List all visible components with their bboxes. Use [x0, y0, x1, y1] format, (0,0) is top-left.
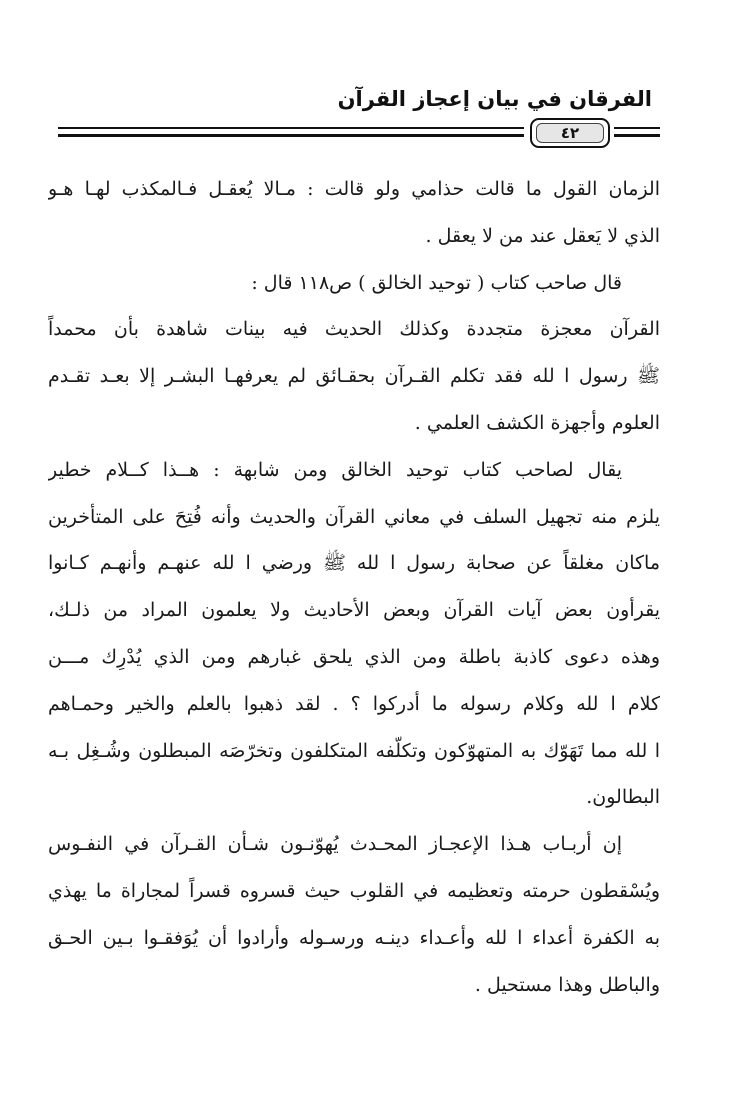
running-header-title: الفرقان في بيان إعجاز القرآن: [337, 87, 652, 111]
text-line: ويُسْقطون حرمته وتعظيمه في القلوب حيث قسروه قسراً لمجاراة ما يهذي: [48, 879, 660, 902]
text-line: يقرأون بعض آيات القرآن وبعض الأحاديث ولا يعلمون المراد من ذلـك،: [48, 599, 660, 622]
header-rule-line: [614, 127, 660, 129]
header-rule: [58, 118, 660, 148]
text-line: الزمان القول ما قالت حذامي ولو قالت : مـالا يُعقـل فـالمكذب لهـا هـو: [48, 178, 660, 200]
text-line: القرآن معجزة متجددة وكذلك الحديث فيه بينات شاهدة بأن محمداً: [48, 318, 660, 341]
text-line: قال صاحب كتاب ( توحيد الخالق ) ص١١٨ قال :: [251, 271, 622, 294]
page-number: ٤٢: [536, 123, 604, 143]
text-line: كلام ا لله وكلام رسوله ما أدركوا ؟ . لقد ذهبوا بالعلم والخير وحمـاهم: [48, 692, 660, 715]
text-line: البطالون.: [586, 786, 660, 809]
text-line: يلزم منه تجهيل السلف في معاني القرآن والحديث وأنه فُتِحَ على المتأخرين: [48, 505, 660, 528]
header-rule-line: [614, 134, 660, 137]
text-line: ﷺ رسول ا لله فقد تكلم القـرآن بحقـائق لم يعرفهـا البشـر إلا بعـد تقـدم: [48, 365, 660, 388]
text-line: إن أربـاب هـذا الإعجـاز المحـدث يُهوّنـون شـأن القـرآن في النفـوس: [48, 833, 622, 856]
text-line: ا لله مما تَهَوّك به المتهوّكون وتكلّفه المتكلفون وتخرّصَه المبطلون وشُـغِل بـه: [48, 739, 660, 762]
text-line: والباطل وهذا مستحيل .: [474, 973, 660, 996]
body-text: [48, 166, 660, 1008]
header-rule-line: [58, 127, 524, 129]
text-line: ماكان مغلقاً عن صحابة رسول ا لله ﷺ ورضي ا لله عنهـم وأنهـم كـانوا: [48, 552, 660, 575]
text-line: وهذه دعوى كاذبة باطلة ومن الذي يلحق غبارهم ومن الذي يُدْرِك مـــن: [48, 645, 660, 668]
header-rule-line: [58, 134, 524, 137]
text-line: الذي لا يَعقل عند من لا يعقل .: [425, 224, 660, 247]
page-number-box: [530, 118, 610, 148]
text-line: يقال لصاحب كتاب توحيد الخالق ومن شابهة : هــذا كــلام خطير: [48, 458, 622, 481]
text-line: به الكفرة أعداء ا لله وأعـداء دينـه ورسـوله وأرادوا أن يُوَفقـوا بـين الحـق: [48, 926, 660, 949]
text-line: العلوم وأجهزة الكشف العلمي .: [414, 411, 660, 434]
